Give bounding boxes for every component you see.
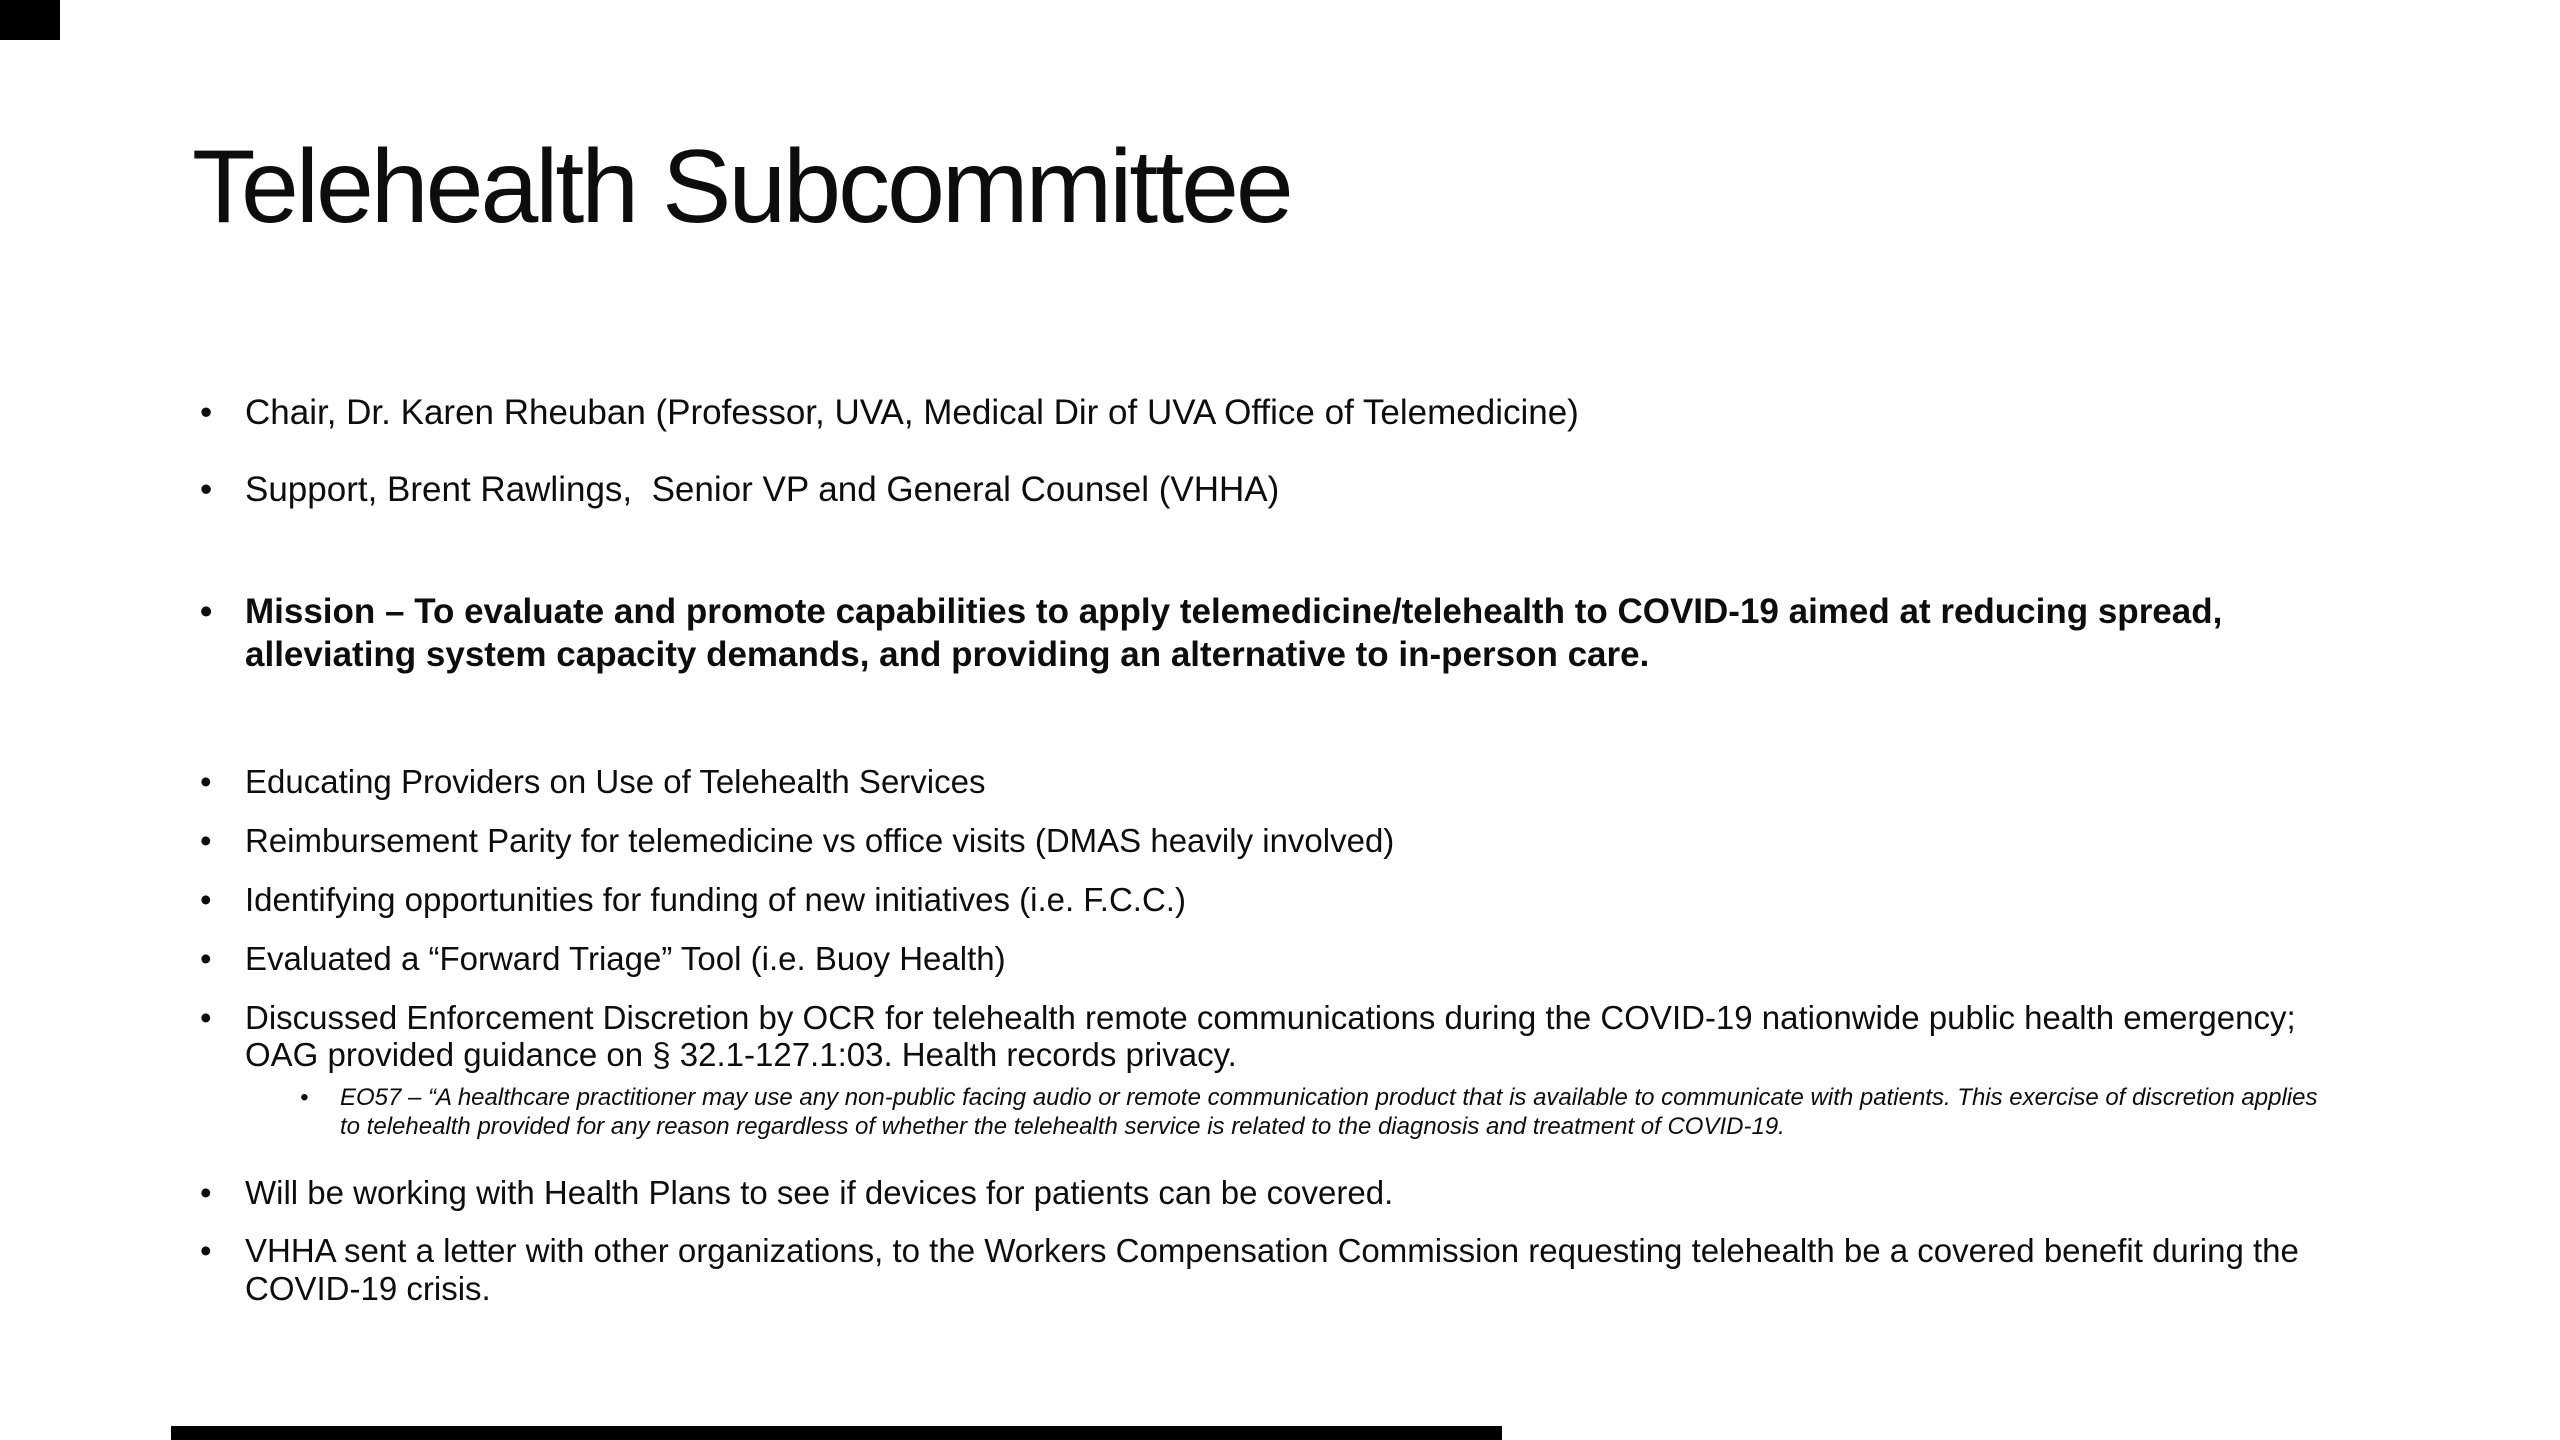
bullet-text: Will be working with Health Plans to see if devices for patients can be covered. — [245, 1173, 1394, 1211]
bullet-text: Educating Providers on Use of Telehealth Services — [245, 762, 986, 800]
slide-title: Telehealth Subcommittee — [192, 129, 1291, 245]
bullet-icon: • — [200, 393, 213, 432]
bullet-text: Discussed Enforcement Discretion by OCR for telehealth remote communications during the COVID-19 nationwide public health emergency; OAG provided guidance on § 32.1-127.1:03. Health records privacy. — [245, 998, 2305, 1074]
bullet-mission — [196, 591, 2331, 676]
bullet-vhha-letter — [196, 1232, 2331, 1308]
letterbox-top-left-bar — [0, 0, 60, 40]
bullet-icon: • — [200, 939, 212, 977]
bullet-icon: • — [200, 762, 212, 800]
bullet-evaluated — [196, 940, 2331, 978]
bullet-icon: • — [200, 1173, 212, 1211]
bullet-icon: • — [200, 1231, 212, 1269]
bullet-text: Chair, Dr. Karen Rheuban (Professor, UVA, Medical Dir of UVA Office of Telemedicine) — [245, 393, 1579, 432]
sub-bullet-eo57 — [300, 1084, 2331, 1142]
bullet-reimbursement — [196, 822, 2331, 860]
bullet-icon: • — [200, 880, 212, 918]
bullet-icon: • — [200, 469, 213, 509]
slide-body — [196, 392, 2331, 1308]
bullet-text: Support, Brent Rawlings, Senior VP and General Counsel (VHHA) — [245, 469, 1280, 509]
bullet-discussed — [196, 999, 2331, 1075]
bullet-text: Reimbursement Parity for telemedicine vs office visits (DMAS heavily involved) — [245, 821, 1395, 859]
bullet-icon: • — [200, 592, 213, 632]
bullet-identifying — [196, 881, 2331, 919]
bullet-icon: • — [300, 1084, 309, 1112]
bullet-text: Mission – To evaluate and promote capabilities to apply telemedicine/telehealth to COVID-19 aimed at reducing spread, alleviating system capacity demands, and providing an alternative to in-person care. — [245, 592, 2233, 675]
bullet-support — [196, 469, 2331, 512]
bullet-text: Evaluated a “Forward Triage” Tool (i.e. Buoy Health) — [245, 939, 1006, 977]
bullet-icon: • — [200, 821, 212, 859]
bullet-educating — [196, 763, 2331, 801]
bullet-text: VHHA sent a letter with other organizations, to the Workers Compensation Commission requesting telehealth be a covered benefit during the COVID-19 crisis. — [245, 1231, 2309, 1307]
bottom-black-bar — [171, 1426, 1502, 1440]
bullet-text: EO57 – “A healthcare practitioner may use any non-public facing audio or remote communication product that is available to communicate with patients. This exercise of discretion applies to telehealth provided for any reason regardless of whether the telehealth service is related to the diagnosis and treatment of COVID-19. — [340, 1084, 2325, 1141]
bullet-chair — [196, 392, 2331, 435]
bullet-icon: • — [200, 998, 212, 1036]
bullet-health-plans — [196, 1174, 2331, 1212]
bullet-text: Identifying opportunities for funding of new initiatives (i.e. F.C.C.) — [245, 880, 1186, 918]
